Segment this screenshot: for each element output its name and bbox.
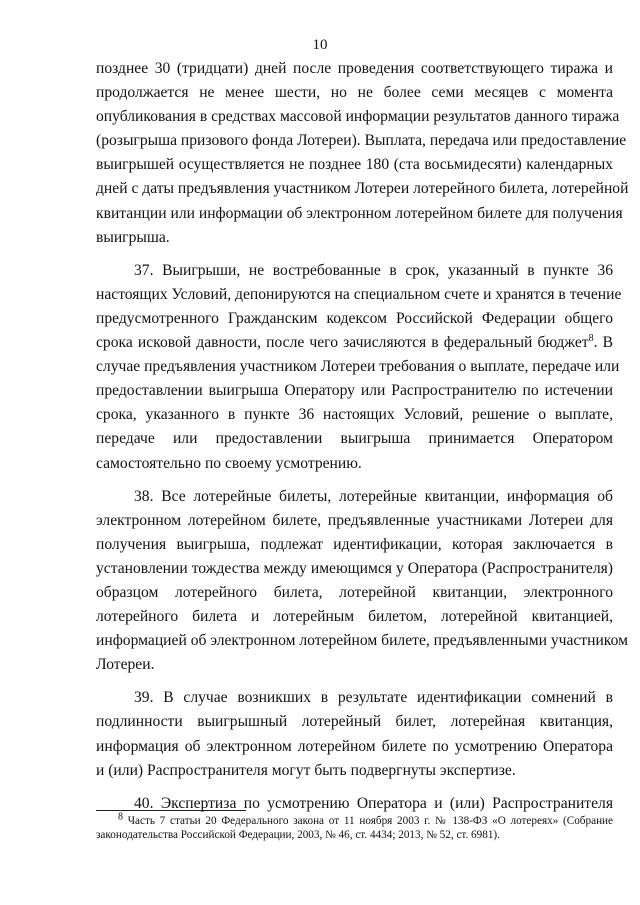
- footnote-text: Часть 7 статьи 20 Федерального закона от 11 ноября 2003 г. № 138-ФЗ «О лотереях» (Собрание: [127, 815, 614, 827]
- text-line: установлении тождества между имеющимся у Оператора (Распространителя): [96, 559, 613, 577]
- text-line: образцом лотерейного билета, лотерейной квитанции, электронного: [96, 583, 613, 601]
- text-line: электронном лотерейном билете, предъявленные участниками Лотереи для: [96, 511, 613, 529]
- text-line: информация об электронном лотерейном билете по усмотрению Оператора: [96, 737, 613, 755]
- body-text: [96, 57, 629, 825]
- text-line: подлинности выигрышный лотерейный билет, лотерейная квитанция,: [96, 713, 613, 731]
- paragraph-item-37: [96, 259, 622, 476]
- text-line: предусмотренного Гражданским кодексом Российской Федерации общего: [96, 309, 613, 327]
- paragraph-item-38: [96, 485, 628, 678]
- text-line: 40. Экспертиза по усмотрению Оператора и (или) Распространителя: [134, 794, 613, 812]
- text-line: случае предъявления участником Лотереи требования о выплате, передаче или: [96, 358, 620, 376]
- text-line: 39. В случае возникших в результате идентификации сомнений в: [134, 689, 613, 707]
- text-line: передаче или предоставлении выигрыша принимается Оператором: [96, 430, 613, 448]
- text-line: получения выигрыша, подлежат идентификации, которая заключается в: [96, 535, 613, 553]
- text-line: настоящих Условий, депонируются на специальном счете и хранятся в течение: [96, 285, 622, 303]
- text-line: выигрышей осуществляется не позднее 180 (ста восьмидесяти) календарных: [96, 156, 613, 174]
- text-line: продолжается не менее шести, но не более семи месяцев с момента: [96, 84, 613, 102]
- text-line: квитанции или информации об электронном лотерейном билете для получения: [96, 204, 623, 222]
- text-line-body: срока исковой давности, после чего зачисляются в федеральный бюджет: [96, 334, 589, 352]
- text-line: лотерейного билета и лотерейным билетом, лотерейной квитанцией,: [96, 608, 613, 626]
- text-line: дней с даты предъявления участником Лотереи лотерейного билета, лотерейной: [96, 180, 629, 198]
- text-line: Лотереи.: [96, 656, 155, 674]
- text-line: 38. Все лотерейные билеты, лотерейные квитанции, информация об: [134, 487, 613, 505]
- text-line: позднее 30 (тридцати) дней после проведения соответствующего тиража и: [96, 60, 613, 77]
- footnote-line: [96, 811, 614, 828]
- text-line: 37. Выигрыши, не востребованные в срок, указанный в пункте 36: [134, 261, 613, 279]
- text-line: информацией об электронном лотерейном билете, предъявленными участником: [96, 632, 628, 650]
- text-line: опубликования в средствах массовой информации результатов данного тиража: [96, 108, 620, 126]
- text-line: срока, указанного в пункте 36 настоящих Условий, решение о выплате,: [96, 406, 613, 424]
- text-line: выигрыша.: [96, 228, 170, 246]
- text-line: и (или) Распространителя могут быть подвергнуты экспертизе.: [96, 761, 516, 779]
- paragraph-item-39: [96, 686, 613, 782]
- text-line-tail: . В: [593, 334, 613, 352]
- text-line-with-footnote-ref: [96, 331, 613, 355]
- paragraph-continuation: [96, 57, 629, 250]
- footnote: [96, 811, 614, 842]
- footnote-marker: 8: [118, 811, 123, 823]
- text-line: предоставлении выигрыша Оператору или Распространителю по истечении: [96, 382, 613, 400]
- footnote-reference: 8: [588, 332, 594, 344]
- footnote-line: законодательства Российской Федерации, 2003, № 46, ст. 4434; 2013, № 52, ст. 6981).: [96, 829, 500, 841]
- paragraph-item-40: [96, 792, 613, 816]
- text-line: (розыгрыша призового фонда Лотереи). Выплата, передача или предоставление: [96, 132, 627, 150]
- text-line: самостоятельно по своему усмотрению.: [96, 454, 362, 472]
- page-number: 10: [312, 37, 328, 53]
